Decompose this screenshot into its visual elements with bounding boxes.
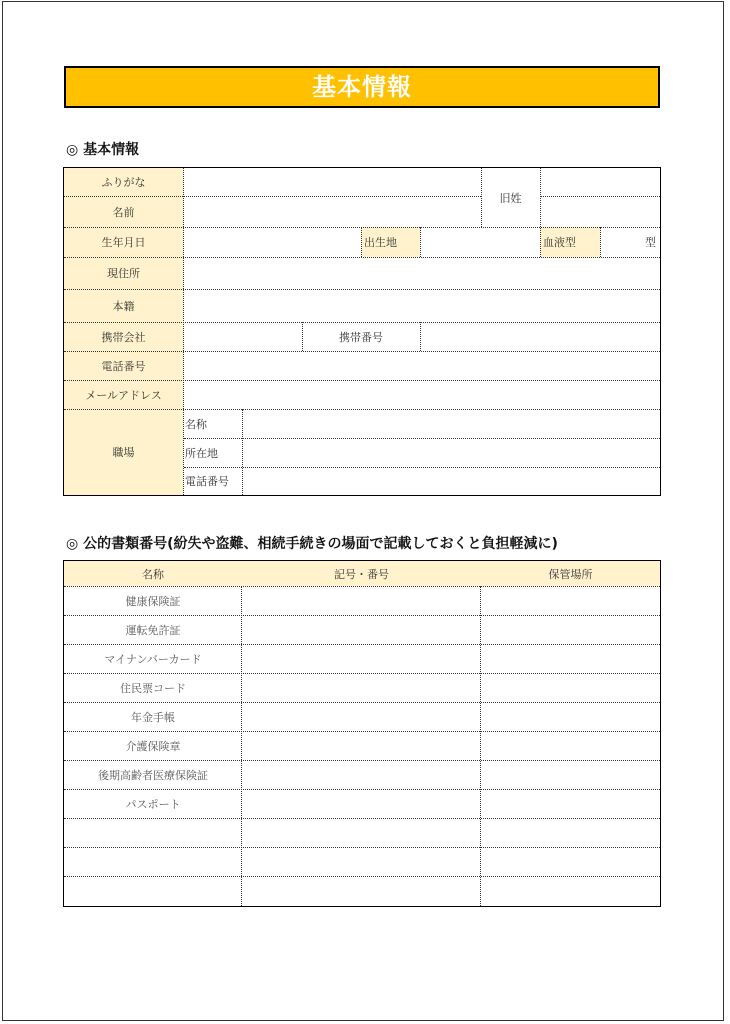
column-header-name: 名称 bbox=[142, 567, 164, 581]
label-name: 名前 bbox=[64, 196, 183, 227]
table-border bbox=[63, 167, 661, 496]
table-row: 運転免許証 bbox=[125, 623, 181, 637]
label-mobile-number: 携帯番号 bbox=[339, 330, 383, 344]
label-current-address: 現住所 bbox=[64, 257, 183, 289]
page-title: 基本情報 bbox=[64, 66, 660, 108]
table-row: 住民票コード bbox=[120, 681, 186, 695]
label-phone-number: 電話番号 bbox=[64, 351, 183, 380]
label-furigana: ふりがな bbox=[64, 168, 183, 196]
table-row: マイナンバーカード bbox=[104, 652, 202, 666]
label-work-phone: 電話番号 bbox=[185, 475, 229, 488]
column-header-storage: 保管場所 bbox=[548, 567, 593, 581]
column-header-number: 記号・番号 bbox=[334, 567, 389, 581]
label-work-name: 名称 bbox=[185, 417, 207, 431]
table-row: 後期高齢者医療保険証 bbox=[98, 768, 208, 782]
label-birthplace: 出生地 bbox=[361, 227, 420, 257]
section-heading-basic-info: ◎ 基本情報 bbox=[66, 142, 140, 158]
label-birthdate: 生年月日 bbox=[64, 227, 183, 257]
label-maiden-name: 旧姓 bbox=[499, 191, 522, 205]
label-registered-domicile: 本籍 bbox=[64, 289, 183, 322]
blood-type-suffix: 型 bbox=[645, 236, 656, 249]
table-row: 介護保険章 bbox=[125, 739, 181, 753]
label-mobile-carrier: 携帯会社 bbox=[64, 322, 183, 351]
section-heading-public-documents: ◎ 公的書類番号(紛失や盗難、相続手続きの場面で記載しておくと負担軽減に) bbox=[66, 536, 558, 552]
table-border bbox=[63, 560, 661, 907]
label-work-address: 所在地 bbox=[185, 446, 218, 460]
label-blood-type: 血液型 bbox=[540, 227, 600, 257]
label-email: メールアドレス bbox=[64, 380, 183, 409]
table-row: 健康保険証 bbox=[125, 594, 181, 608]
label-workplace: 職場 bbox=[64, 409, 183, 495]
table-row: 年金手帳 bbox=[131, 710, 175, 724]
table-row: パスポート bbox=[125, 797, 181, 811]
